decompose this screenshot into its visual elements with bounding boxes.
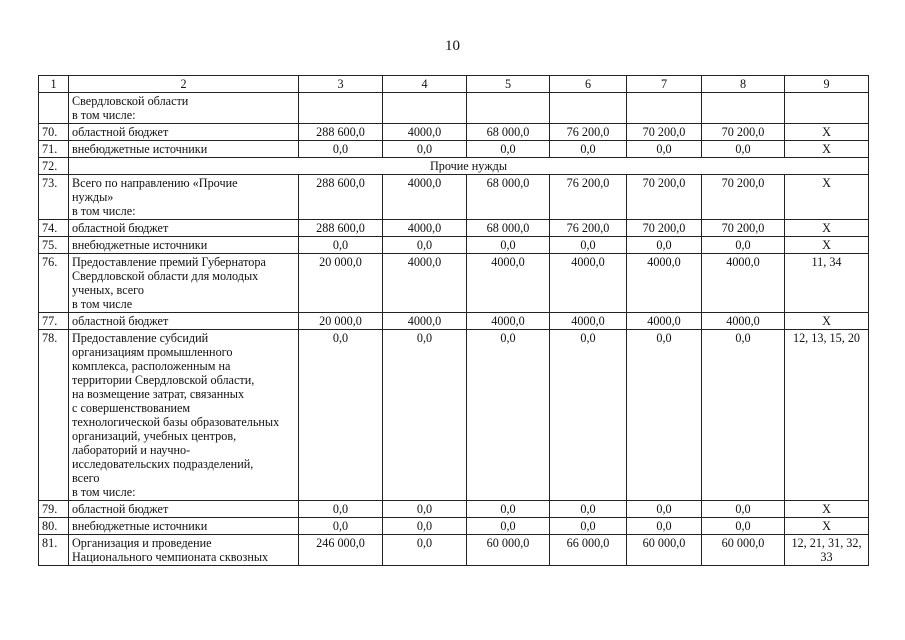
amount-cell [299,93,383,124]
amount-cell: 20 000,0 [299,313,383,330]
row-number: 81. [39,535,69,566]
header-cell: 4 [383,76,467,93]
amount-cell: 0,0 [299,330,383,501]
amount-cell: 0,0 [702,330,785,501]
row-number: 70. [39,124,69,141]
table-body [39,76,869,566]
reference-cell: X [785,501,869,518]
row-number: 72. [39,158,69,175]
amount-cell: 68 000,0 [467,220,550,237]
amount-cell: 288 600,0 [299,124,383,141]
table-row [39,254,869,313]
reference-cell: X [785,237,869,254]
reference-cell: 11, 34 [785,254,869,313]
row-description: Предоставление субсидий организациям промышленного комплекса, расположенным на территории Свердловской области, на возмещение затрат, связанных с совершенствованием технологической базы образовательных организаций, учебных центров, лабораторий и научно- исследовательских подразделений, всего в том числе: [69,330,299,501]
row-number: 73. [39,175,69,220]
amount-cell: 0,0 [383,237,467,254]
section-title: Прочие нужды [69,158,869,175]
amount-cell: 4000,0 [627,254,702,313]
row-number: 80. [39,518,69,535]
header-cell: 3 [299,76,383,93]
amount-cell [702,93,785,124]
header-row [39,76,869,93]
table-row [39,93,869,124]
amount-cell: 288 600,0 [299,220,383,237]
reference-cell: X [785,124,869,141]
table-row [39,501,869,518]
amount-cell [550,93,627,124]
amount-cell: 0,0 [299,141,383,158]
amount-cell: 4000,0 [383,124,467,141]
amount-cell: 0,0 [299,501,383,518]
amount-cell: 4000,0 [702,254,785,313]
row-number: 79. [39,501,69,518]
amount-cell: 0,0 [627,237,702,254]
table-row [39,313,869,330]
amount-cell: 4000,0 [702,313,785,330]
amount-cell [627,93,702,124]
amount-cell: 4000,0 [383,175,467,220]
amount-cell: 60 000,0 [627,535,702,566]
amount-cell: 70 200,0 [702,124,785,141]
table-row [39,237,869,254]
amount-cell: 20 000,0 [299,254,383,313]
row-description: внебюджетные источники [69,237,299,254]
amount-cell: 0,0 [467,141,550,158]
amount-cell: 60 000,0 [702,535,785,566]
amount-cell: 0,0 [550,330,627,501]
amount-cell: 0,0 [550,141,627,158]
amount-cell: 4000,0 [550,313,627,330]
row-description: Всего по направлению «Прочие нужды» в том числе: [69,175,299,220]
amount-cell: 0,0 [383,501,467,518]
amount-cell: 0,0 [467,518,550,535]
amount-cell: 70 200,0 [702,220,785,237]
amount-cell: 0,0 [627,330,702,501]
reference-cell: 12, 21, 31, 32, 33 [785,535,869,566]
amount-cell: 70 200,0 [627,124,702,141]
reference-cell: X [785,313,869,330]
amount-cell: 68 000,0 [467,124,550,141]
reference-cell: 12, 13, 15, 20 [785,330,869,501]
row-description: областной бюджет [69,220,299,237]
row-description: областной бюджет [69,501,299,518]
amount-cell: 70 200,0 [702,175,785,220]
amount-cell: 0,0 [550,501,627,518]
table-row [39,330,869,501]
amount-cell: 76 200,0 [550,124,627,141]
amount-cell: 70 200,0 [627,175,702,220]
amount-cell: 0,0 [627,141,702,158]
row-number [39,93,69,124]
row-number: 77. [39,313,69,330]
table-row [39,141,869,158]
section-row [39,158,869,175]
row-number: 75. [39,237,69,254]
header-cell: 7 [627,76,702,93]
header-cell: 1 [39,76,69,93]
amount-cell: 246 000,0 [299,535,383,566]
amount-cell: 0,0 [467,330,550,501]
amount-cell [383,93,467,124]
amount-cell: 0,0 [627,501,702,518]
amount-cell: 0,0 [702,518,785,535]
amount-cell: 4000,0 [627,313,702,330]
amount-cell: 76 200,0 [550,220,627,237]
row-number: 74. [39,220,69,237]
amount-cell: 0,0 [383,330,467,501]
header-cell: 5 [467,76,550,93]
table-row [39,124,869,141]
amount-cell: 288 600,0 [299,175,383,220]
amount-cell: 0,0 [550,237,627,254]
amount-cell: 0,0 [467,501,550,518]
row-description: Предоставление премий Губернатора Свердловской области для молодых ученых, всего в том числе [69,254,299,313]
amount-cell: 76 200,0 [550,175,627,220]
amount-cell: 0,0 [467,237,550,254]
amount-cell: 4000,0 [383,220,467,237]
page-number: 10 [445,38,460,54]
amount-cell: 0,0 [383,141,467,158]
reference-cell: X [785,518,869,535]
table-row [39,220,869,237]
amount-cell: 0,0 [702,141,785,158]
header-cell: 9 [785,76,869,93]
reference-cell [785,93,869,124]
row-description: областной бюджет [69,124,299,141]
row-description: Свердловской области в том числе: [69,93,299,124]
amount-cell: 0,0 [702,237,785,254]
amount-cell: 0,0 [702,501,785,518]
amount-cell: 4000,0 [383,254,467,313]
amount-cell: 70 200,0 [627,220,702,237]
amount-cell: 66 000,0 [550,535,627,566]
table-row [39,175,869,220]
reference-cell: X [785,141,869,158]
table-row [39,518,869,535]
row-description: внебюджетные источники [69,518,299,535]
amount-cell: 4000,0 [467,254,550,313]
amount-cell: 0,0 [383,535,467,566]
amount-cell: 4000,0 [383,313,467,330]
header-cell: 6 [550,76,627,93]
amount-cell: 4000,0 [467,313,550,330]
row-description: внебюджетные источники [69,141,299,158]
amount-cell: 68 000,0 [467,175,550,220]
budget-table [38,75,869,566]
row-number: 78. [39,330,69,501]
header-cell: 8 [702,76,785,93]
reference-cell: X [785,220,869,237]
amount-cell: 0,0 [299,518,383,535]
table-row [39,535,869,566]
row-description: областной бюджет [69,313,299,330]
amount-cell: 0,0 [550,518,627,535]
row-number: 71. [39,141,69,158]
row-number: 76. [39,254,69,313]
reference-cell: X [785,175,869,220]
amount-cell: 4000,0 [550,254,627,313]
row-description: Организация и проведение Национального чемпионата сквозных [69,535,299,566]
amount-cell: 60 000,0 [467,535,550,566]
amount-cell: 0,0 [299,237,383,254]
amount-cell: 0,0 [383,518,467,535]
header-cell: 2 [69,76,299,93]
amount-cell: 0,0 [627,518,702,535]
amount-cell [467,93,550,124]
